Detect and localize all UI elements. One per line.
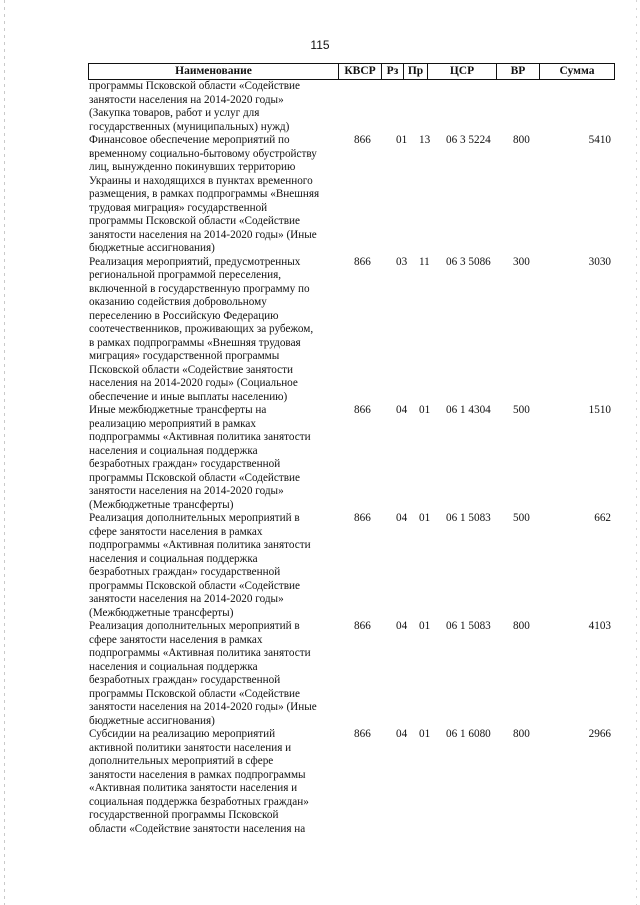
cell-rz: 03 [396,255,408,268]
cell-rz: 01 [396,134,408,146]
name-line: размещения, в рамках подпрограммы «Внешняя [89,188,320,200]
table-row [88,404,615,512]
name-line: сфере занятости населения в рамках [89,633,263,646]
cell-sum: 662 [594,512,611,524]
cell-rz: 04 [396,728,408,740]
name-line: (Закупка товаров, работ и услуг для [89,107,260,119]
name-line: Реализация мероприятий, предусмотренных [89,255,301,268]
name-line: включенной в государственную программу по [89,282,310,295]
name-line: Реализация дополнительных мероприятий в [89,620,300,632]
name-line: государственной программы Псковской [89,809,279,821]
cell-sum: 5410 [588,134,611,146]
name-line: занятости населения на 2014-2020 годы» (Иные [89,228,317,241]
cell-rz: 04 [396,512,408,524]
cell-kvsr: 866 [354,255,371,268]
name-line: подпрограммы «Активная политика занятости [89,647,311,659]
cell-csr: 06 1 4304 [446,404,491,416]
cell-kvsr: 866 [354,512,371,524]
name-line: программы Псковской области «Содействие [89,687,300,700]
name-line: населения на 2014-2020 годы» (Социальное [89,377,298,389]
name-line: занятости населения на 2014-2020 годы» [89,593,284,605]
cell-vr: 300 [513,255,530,268]
name-line: дополнительных мероприятий в сфере [89,755,274,767]
name-line: переселению в Российскую Федерацию [89,309,279,322]
table-row [88,134,615,256]
cell-pr: 11 [419,255,430,268]
cell-csr: 06 3 5086 [446,255,491,268]
name-line: населения и социальная поддержка [89,660,258,673]
table-row [88,512,615,620]
cell-rz: 04 [396,404,408,416]
cell-kvsr: 866 [354,134,371,146]
name-line: области «Содействие занятости населения на [89,822,306,835]
name-line: социальная поддержка безработных граждан» [89,795,309,808]
row-name [88,256,339,405]
cell-csr: 06 1 5083 [446,512,491,524]
name-line: в рамках подпрограммы «Внешняя трудовая [89,336,301,349]
cell-csr: 06 3 5224 [446,134,491,146]
name-line: (Межбюджетные трансферты) [89,606,234,619]
name-line: подпрограммы «Активная политика занятости [89,539,311,551]
cell-pr: 01 [419,728,431,740]
name-line: Субсидии на реализацию мероприятий [89,728,276,740]
row-name [88,80,339,134]
cell-vr: 800 [513,134,530,146]
name-line: миграция» государственной программы [89,350,280,362]
cell-csr: 06 1 6080 [446,728,491,740]
name-line: населения и социальная поддержка [89,444,258,457]
name-line: (Межбюджетные трансферты) [89,498,234,511]
scan-edge-right [636,0,637,905]
name-line: государственных (муниципальных) нужд) [89,120,290,133]
cell-rz: 04 [396,620,408,632]
row-name [88,512,339,620]
budget-table [88,63,615,836]
name-line: Реализация дополнительных мероприятий в [89,512,300,524]
cell-sum: 2966 [588,728,611,740]
name-line: бюджетные ассигнования) [89,714,215,727]
name-line: региональной программой переселения, [89,269,282,281]
cell-pr: 13 [419,134,431,146]
row-name [88,134,339,256]
cell-vr: 800 [513,620,530,632]
name-line: населения и социальная поддержка [89,552,258,565]
cell-kvsr: 866 [354,728,371,740]
name-line: реализацию мероприятий в рамках [89,417,256,430]
cell-sum: 3030 [588,255,611,268]
header-pr: Пр [403,64,427,79]
cell-vr: 500 [513,404,530,416]
cell-pr: 01 [419,512,431,524]
cell-kvsr: 866 [354,404,371,416]
name-line: Финансовое обеспечение мероприятий по [89,134,290,146]
row-name [88,728,339,836]
name-line: сфере занятости населения в рамках [89,525,263,538]
name-line: программы Псковской области «Содействие [89,579,300,592]
cell-sum: 1510 [588,404,611,416]
header-csr: ЦСР [427,64,496,79]
name-line: обеспечение и иные выплаты населению) [89,390,288,403]
header-sum: Сумма [539,64,615,79]
cell-sum: 4103 [588,620,611,632]
table-row [88,256,615,405]
name-line: занятости населения на 2014-2020 годы» [89,485,284,497]
cell-vr: 500 [513,512,530,524]
continuation-row [88,80,615,134]
page-number: 115 [310,38,330,52]
name-line: программы Псковской области «Содействие [89,215,300,227]
name-line: Иные межбюджетные трансферты на [89,404,267,416]
name-line: занятости населения на 2014-2020 годы» (Иные [89,701,317,713]
name-line: бюджетные ассигнования) [89,242,215,254]
name-line: трудовая миграция» государственной [89,201,268,214]
cell-kvsr: 866 [354,620,371,632]
scan-edge-left [4,0,5,905]
row-name [88,404,339,512]
name-line: безработных граждан» государственной [89,674,281,686]
name-line: лиц, вынужденно покинувших территорию [89,161,296,173]
header-name: Наименование [88,64,338,79]
name-line: временному социально-бытовому обустройству [89,147,317,160]
name-line: оказанию содействия добровольному [89,296,267,308]
name-line: программы Псковской области «Содействие [89,80,300,92]
cell-vr: 800 [513,728,530,740]
name-line: Украины и находящихся в пунктах временного [89,174,313,187]
name-line: подпрограммы «Активная политика занятости [89,431,311,443]
name-line: безработных граждан» государственной [89,566,281,578]
table-row [88,728,615,836]
name-line: безработных граждан» государственной [89,458,281,470]
table-body [88,80,615,836]
header-rz: Рз [381,64,403,79]
header-vr: ВР [496,64,539,79]
name-line: занятости населения на 2014-2020 годы» [89,93,284,106]
name-line: «Активная политика занятости населения и [89,782,298,794]
cell-pr: 01 [419,620,431,632]
name-line: занятости населения в рамках подпрограммы [89,768,306,781]
name-line: Псковской области «Содействие занятости [89,363,293,376]
name-line: соотечественников, проживающих за рубежом, [89,323,314,335]
table-row [88,620,615,728]
cell-pr: 01 [419,404,431,416]
cell-csr: 06 1 5083 [446,620,491,632]
table-header [88,63,615,80]
row-name [88,620,339,728]
header-kvsr: КВСР [338,64,381,79]
name-line: программы Псковской области «Содействие [89,471,300,484]
name-line: активной политики занятости населения и [89,741,292,754]
